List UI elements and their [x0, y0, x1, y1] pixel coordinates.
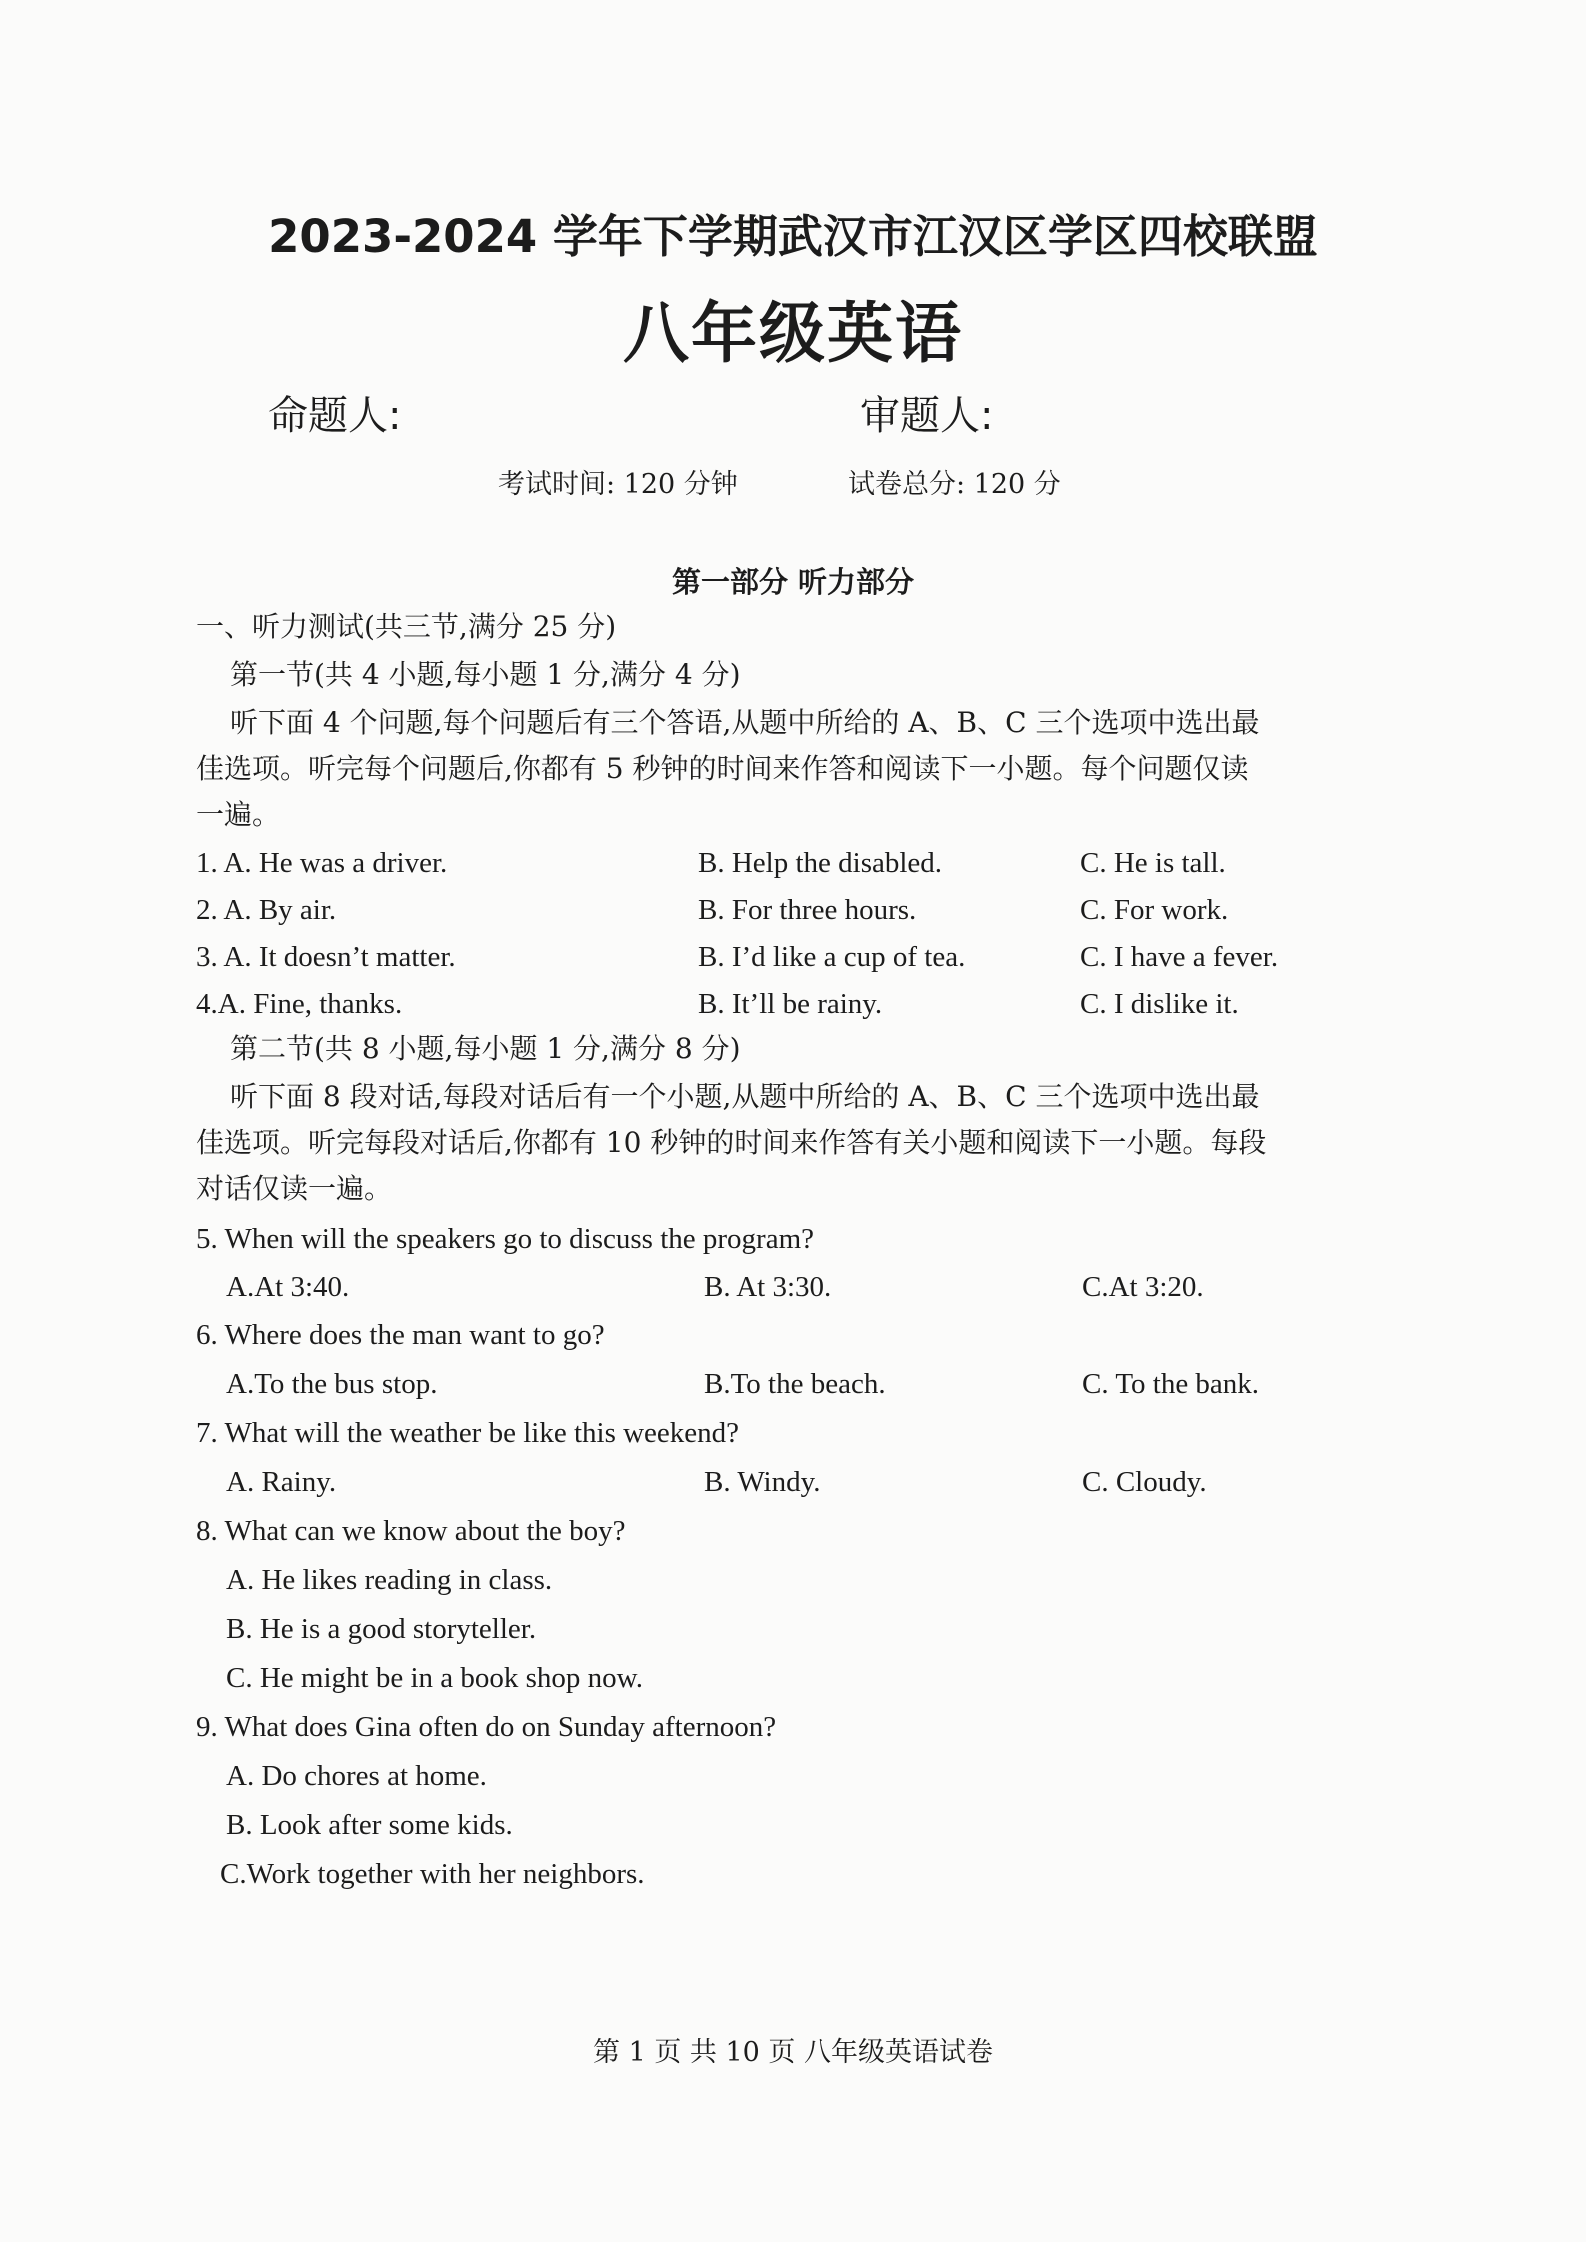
question-option: C. Cloudy.: [1082, 1466, 1207, 1498]
question-option: C. He might be in a book shop now.: [226, 1662, 643, 1694]
question-stem: 7. What will the weather be like this weekend?: [196, 1417, 740, 1449]
question-option: B. Help the disabled.: [698, 847, 943, 879]
instruction-line: 听下面 4 个问题,每个问题后有三个答语,从题中所给的 A、B、C 三个选项中选出最: [230, 706, 1260, 739]
question-option: B. It’ll be rainy.: [698, 988, 883, 1020]
page-footer: 第 1 页 共 10 页 八年级英语试卷: [592, 2037, 994, 2068]
question-option: A. Rainy.: [226, 1466, 337, 1498]
question-option: 3. A. It doesn’t matter.: [196, 941, 456, 973]
question-option: C. I dislike it.: [1080, 988, 1239, 1020]
instruction-line: 一遍。: [196, 798, 281, 831]
question-setter-label: 命题人:: [268, 393, 402, 439]
question-option: B. He is a good storyteller.: [226, 1613, 537, 1645]
question-option: A. He likes reading in class.: [226, 1564, 553, 1596]
question-option: B. Windy.: [704, 1466, 821, 1498]
question-option: C.At 3:20.: [1082, 1271, 1204, 1303]
question-option: B. For three hours.: [698, 894, 917, 926]
question-stem: 8. What can we know about the boy?: [196, 1515, 626, 1547]
question-option: C. To the bank.: [1082, 1368, 1260, 1400]
question-option: 1. A. He was a driver.: [196, 847, 448, 879]
question-option: A.At 3:40.: [226, 1271, 350, 1303]
instruction-line: 听下面 8 段对话,每段对话后有一个小题,从题中所给的 A、B、C 三个选项中选出最: [230, 1080, 1260, 1113]
question-option: C.Work together with her neighbors.: [220, 1858, 645, 1890]
exam-title-line1: 2023-2024 学年下学期武汉市江汉区学区四校联盟: [268, 210, 1318, 263]
question-stem: 5. When will the speakers go to discuss the program?: [196, 1223, 814, 1255]
section-heading: 一、听力测试(共三节,满分 25 分): [196, 610, 617, 643]
question-option: B.To the beach.: [704, 1368, 886, 1400]
exam-title-line2: 八年级英语: [623, 295, 963, 372]
question-option: A. Do chores at home.: [226, 1760, 487, 1792]
subsection-heading: 第二节(共 8 小题,每小题 1 分,满分 8 分): [230, 1032, 741, 1065]
exam-time: 考试时间: 120 分钟: [498, 469, 738, 500]
instruction-line: 佳选项。听完每个问题后,你都有 5 秒钟的时间来作答和阅读下一小题。每个问题仅读: [196, 752, 1249, 785]
question-stem: 9. What does Gina often do on Sunday afternoon?: [196, 1711, 777, 1743]
question-option: C. For work.: [1080, 894, 1229, 926]
question-option: 2. A. By air.: [196, 894, 337, 926]
question-option: B. At 3:30.: [704, 1271, 832, 1303]
question-option: C. He is tall.: [1080, 847, 1226, 879]
question-option: A.To the bus stop.: [226, 1368, 438, 1400]
instruction-line: 佳选项。听完每段对话后,你都有 10 秒钟的时间来作答有关小题和阅读下一小题。每段: [196, 1126, 1267, 1159]
part-title: 第一部分 听力部分: [671, 565, 915, 599]
subsection-heading: 第一节(共 4 小题,每小题 1 分,满分 4 分): [230, 658, 741, 691]
question-option: 4.A. Fine, thanks.: [196, 988, 403, 1020]
question-option: C. I have a fever.: [1080, 941, 1279, 973]
question-option: B. I’d like a cup of tea.: [698, 941, 966, 973]
total-score: 试卷总分: 120 分: [848, 469, 1061, 500]
instruction-line: 对话仅读一遍。: [196, 1172, 393, 1205]
question-stem: 6. Where does the man want to go?: [196, 1319, 605, 1351]
question-option: B. Look after some kids.: [226, 1809, 513, 1841]
reviewer-label: 审题人:: [860, 393, 994, 439]
